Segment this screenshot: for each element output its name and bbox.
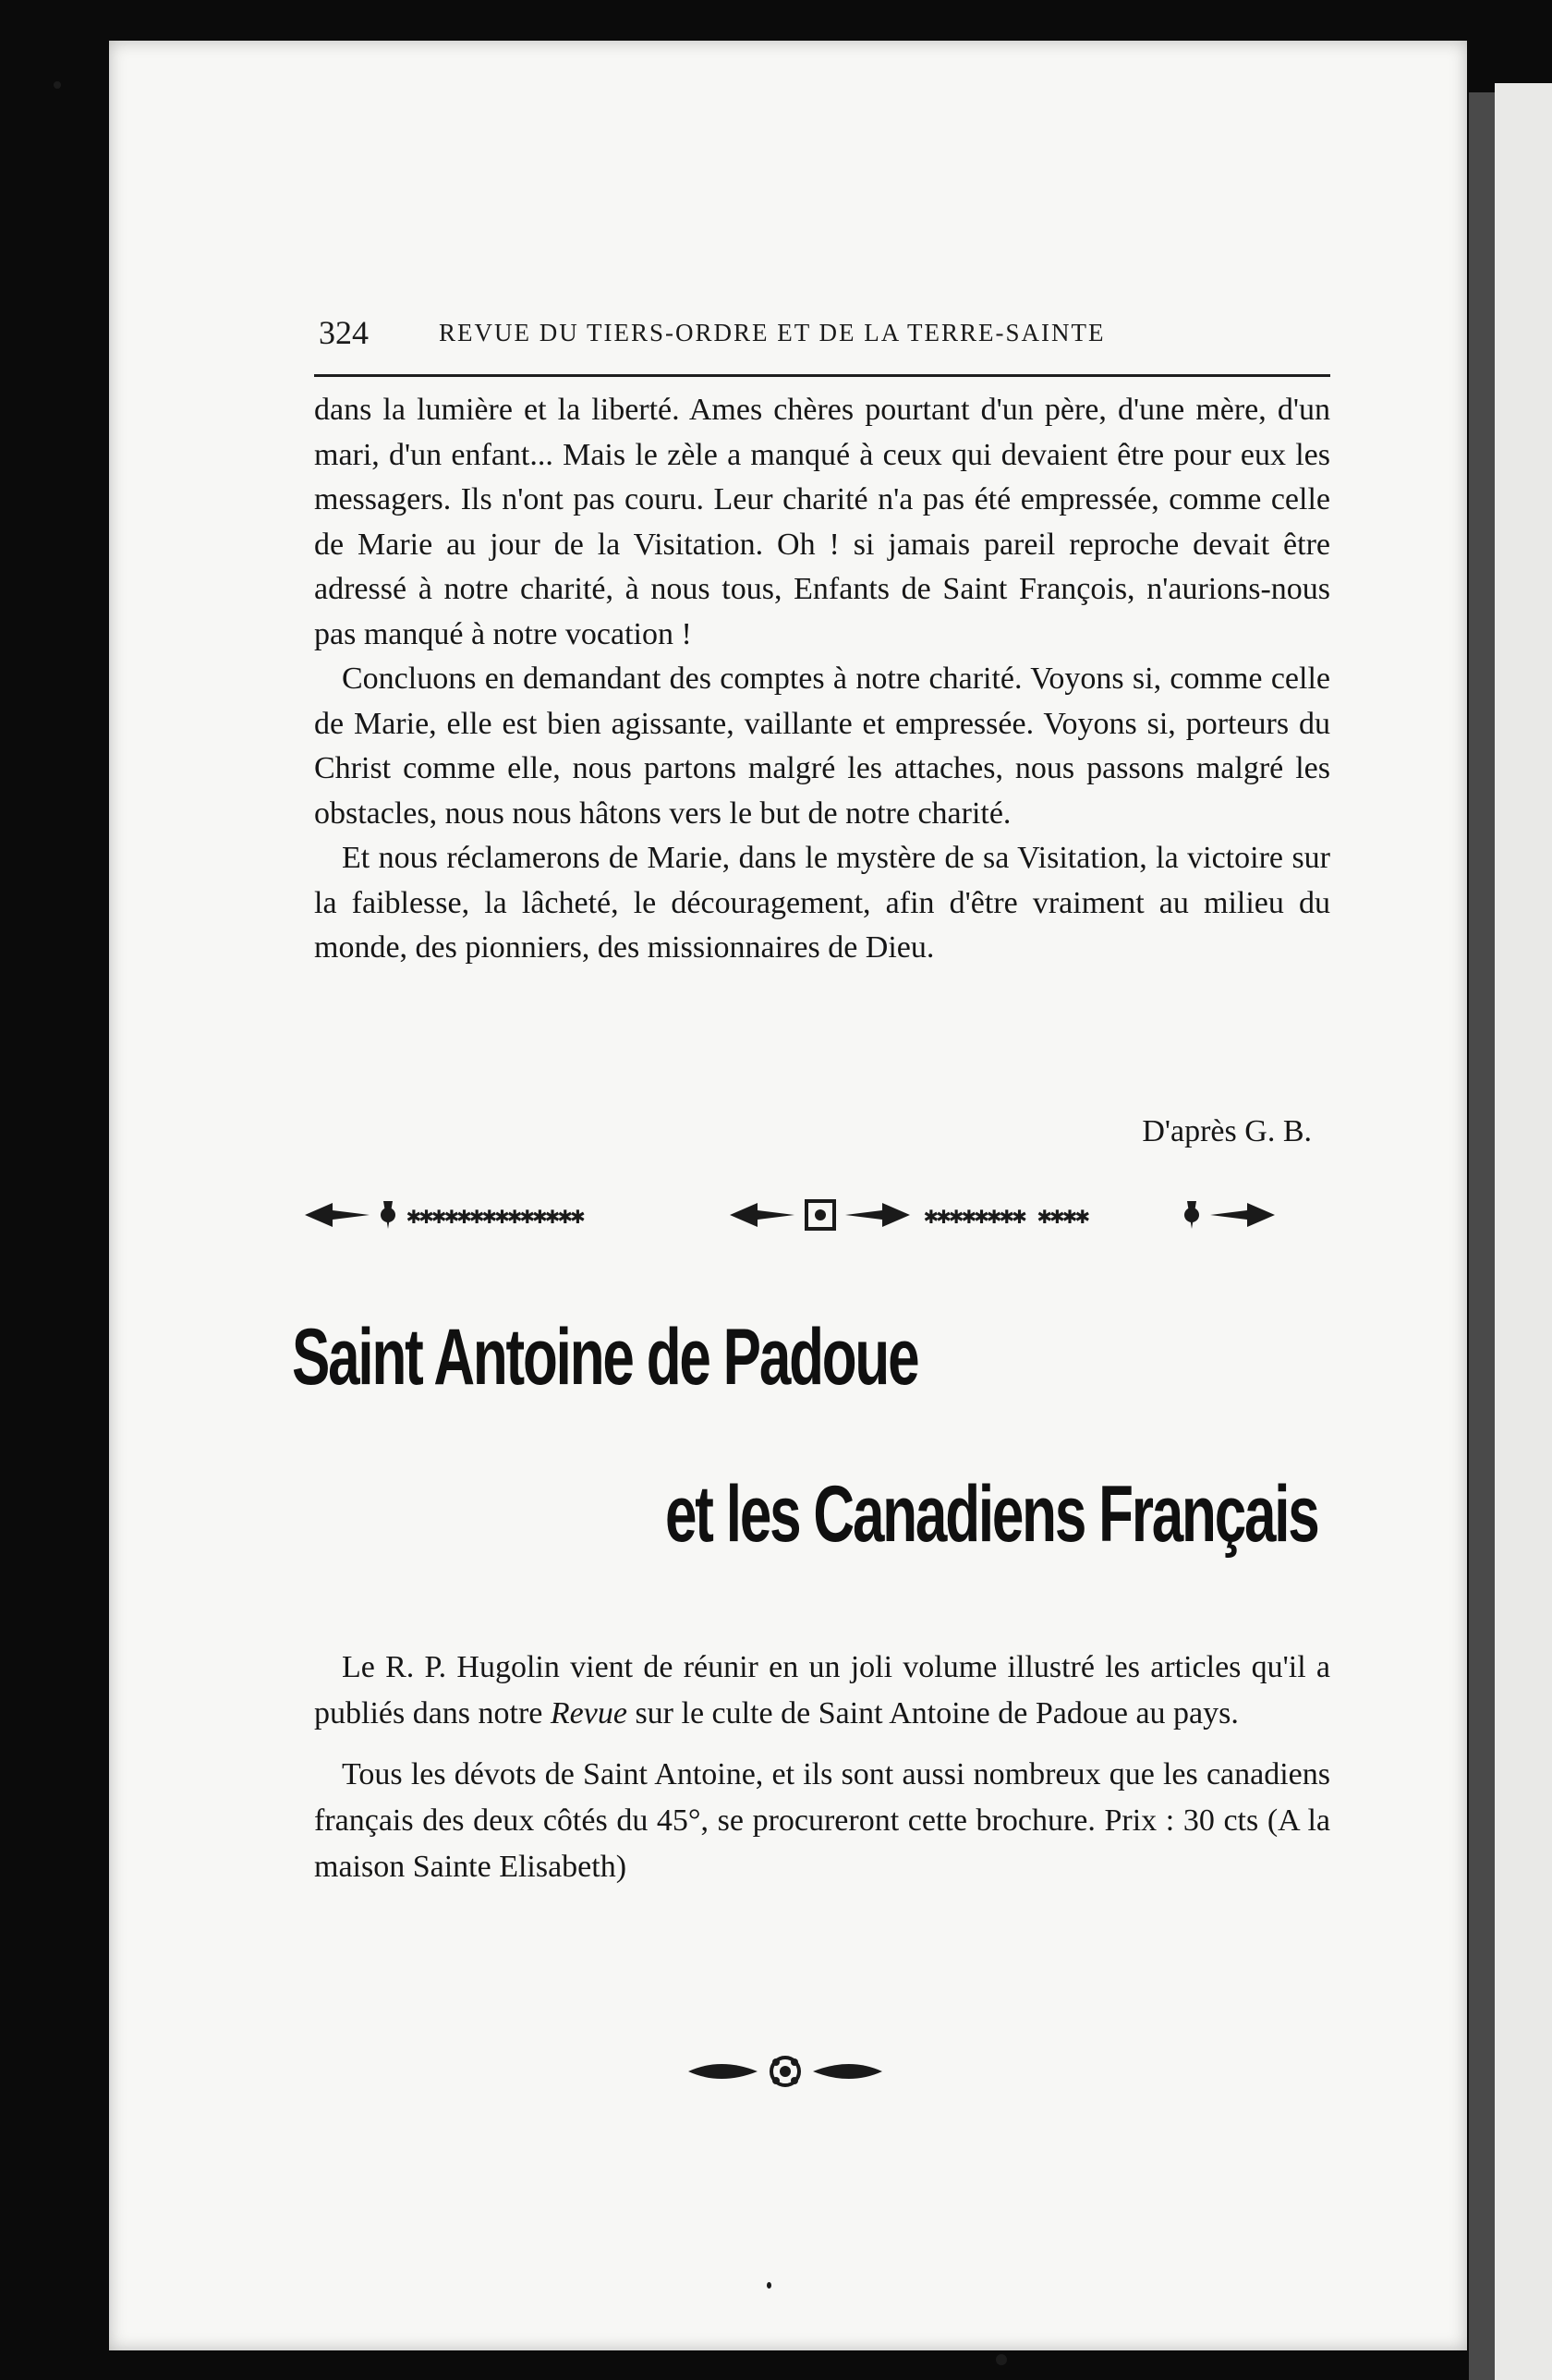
facing-page-edge [1495,83,1552,2380]
book-spine [1469,92,1495,2380]
revue-italic: Revue [550,1696,627,1730]
scan-speck [996,2354,1007,2365]
attribution: D'après G. B. [1142,1114,1312,1148]
end-ornament-icon [684,2051,887,2092]
paragraph: dans la lumière et la liberté. Ames chères pourtant d'un père, d'une mère, d'un mari, d'un enfant... Mais le zèle a manqué à ceux qui devaient être pour eux les messagers. Ils n'ont pas couru. Leur charité n'a pas été empressée, comme celle de Marie au jour de la Visitation. Oh ! si jamais pareil reproche devait être adressé à notre charité, à nous tous, Enfants de Saint François, n'aurions-nous pas manqué à notre vocation ! [314,393,1330,651]
article-2-body [314,1645,1330,1890]
article-title-line-2: et les Canadiens Français [665,1470,1318,1559]
svg-text:✱✱✱✱✱✱✱✱ ✱✱✱✱: ✱✱✱✱✱✱✱✱ ✱✱✱✱ [924,1202,1088,1230]
decorative-divider-icon [296,1192,1321,1238]
page-number: 324 [319,314,369,351]
page-header [319,310,1335,361]
running-title: REVUE DU TIERS-ORDRE ET DE LA TERRE-SAINTE [439,319,1106,346]
svg-text:✱✱✱✱✱✱✱✱✱✱✱✱✱✱: ✱✱✱✱✱✱✱✱✱✱✱✱✱✱ [406,1202,584,1230]
article-body [314,388,1330,971]
scan-speck [54,81,61,89]
header-rule [314,374,1330,377]
article-title-line-1: Saint Antoine de Padoue [292,1313,918,1402]
paragraph: Le R. P. Hugolin vient de réunir en un joli volume illustré les articles qu'il a publiés dans notre Revue sur le culte de Saint Antoine de Padoue au pays. [314,1650,1330,1730]
paragraph: Tous les dévots de Saint Antoine, et ils sont aussi nombreux que les canadiens français des deux côtés du 45°, se procureront cette brochure. Prix : 30 cts (A la maison Sainte Elisabeth) [314,1757,1330,1884]
paragraph: Concluons en demandant des comptes à notre charité. Voyons si, comme celle de Marie, elle est bien agissante, vaillante et empressée. Voyons si, porteurs du Christ comme elle, nous partons malgré les attaches, nous passons malgré les obstacles, nous nous hâtons vers le but de notre charité. [314,662,1330,831]
paragraph: Et nous réclamerons de Marie, dans le mystère de sa Visitation, la victoire sur la faiblesse, la lâcheté, le découragement, afin d'être vraiment au milieu du monde, des pionniers, des missionnaires de Dieu. [314,841,1330,965]
scan-speck [767,2282,771,2289]
